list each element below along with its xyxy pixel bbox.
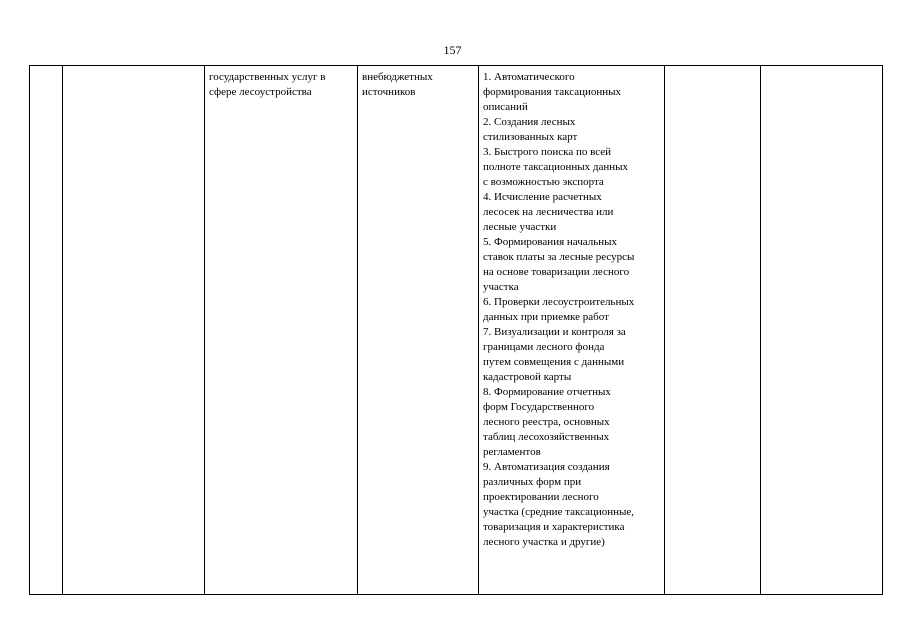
page-number: 157 [443,43,462,57]
function-item: 5. Формирования начальных ставок платы за лесные ресурсы на основе товаризации лесного участка [483,236,635,293]
table-cell-col2 [63,66,205,595]
table-cell-col6 [665,66,761,595]
function-item: 1. Автоматического формирования таксационных описаний [483,71,622,113]
function-item: 6. Проверки лесоустроительных данных при приемке работ [483,296,635,323]
table-row [30,66,883,595]
table-cell-col1 [30,66,63,595]
table-cell-service-area [205,66,358,595]
document-table [29,65,883,595]
funding-source-text: внебюджетных источников [362,71,433,98]
function-item: 8. Формирование отчетных форм Государственного лесного реестра, основных таблиц лесохозяйственных регламентов [483,386,611,458]
function-item: 2. Создания лесных стилизованных карт [483,116,578,143]
function-item: 4. Исчисление расчетных лесосек на лесничества или лесные участки [483,191,614,233]
function-item: 7. Визуализации и контроля за границами лесного фонда путем совмещения с данными кадастровой карты [483,326,626,383]
function-item: 9. Автоматизация создания различных форм при проектировании лесного участка (средние таксационные, товаризация и характеристика лесного участка и другие) [483,461,635,548]
table-cell-functions-list [479,66,665,595]
table-cell-col7 [761,66,883,595]
service-area-text: государственных услуг в сфере лесоустройства [209,71,326,98]
table-cell-funding-source [358,66,479,595]
function-item: 3. Быстрого поиска по всей полноте таксационных данных с возможностью экспорта [483,146,629,188]
